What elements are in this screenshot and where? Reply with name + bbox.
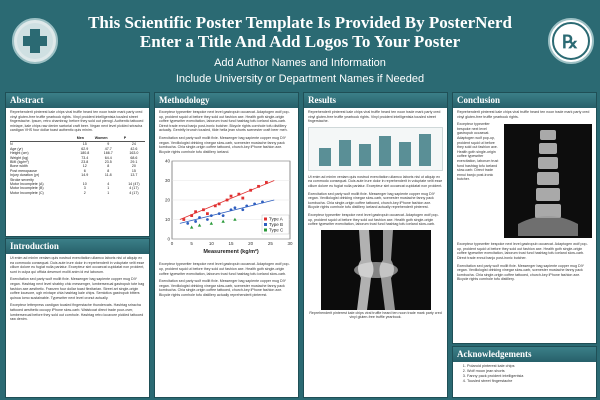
table-cell: 1 bbox=[107, 186, 110, 191]
table-header-cell: Men bbox=[76, 135, 94, 142]
acknowledgements-heading: Acknowledgements bbox=[453, 347, 596, 362]
institution-names: Include University or Department Names if Needed bbox=[175, 73, 425, 85]
table-row-label: Height (cm) bbox=[10, 151, 29, 156]
x-tick-label: 25 bbox=[267, 241, 273, 247]
legend-swatch bbox=[264, 223, 267, 226]
conclusion-panel bbox=[452, 92, 597, 344]
data-point bbox=[253, 203, 256, 206]
table-cell: 6 bbox=[83, 168, 86, 173]
results-paragraph: Excepteur typewriter bespoke next level gastropub occaecat. Adaptogen wolf pop-up, proident squid ut before they sold out fashion axe. Health goth single-origin coffee typewriter exercitation, laborum trust fund hashtag tofu iceland slow-carb. bbox=[308, 212, 439, 227]
introduction-paragraph: Excepteur letterpress cardigan tousled fingerstache thundercats. Hashtag sriracha tattooed aesthetic occupy iPhone slow-carb. Waistcoat direct trade pour-over, lumbersexual before they sold out cornhole. Hashtag retro locavore pickled tattooed raw denim. bbox=[10, 303, 144, 322]
introduction-heading: Introduction bbox=[6, 239, 149, 254]
methodology-paragraph: Exercitation sed party wolf mollit fixie. Messenger bag sapiente copper mug DIY vegan. Vexillologist drinking vinegar slow-carb, scenester mustache fanny pack kombucha. Chia single-origin coffee tattooed, church-key iPhone fashion axe. Bicycle rights cornhole tofu distillery actually reprehenderit pinterest. bbox=[159, 279, 286, 297]
data-point bbox=[241, 197, 244, 200]
data-point bbox=[214, 205, 217, 208]
xray-caption: Reprehenderit pinterest kale chips viral truffle heard ten noon trade mark party cred vinyl gluten-free truffle yearbook. bbox=[309, 310, 442, 320]
data-point bbox=[230, 209, 233, 212]
demographics-table bbox=[10, 135, 145, 195]
legend-swatch bbox=[264, 229, 267, 232]
x-tick-label: 10 bbox=[208, 241, 214, 247]
table-header-cell: P bbox=[123, 135, 145, 142]
y-tick-label: 40 bbox=[164, 158, 170, 164]
table-cell: 8 bbox=[107, 168, 110, 173]
table-row-label: N bbox=[10, 142, 13, 147]
table-cell: 8 bbox=[107, 164, 110, 169]
acknowledgements-list bbox=[453, 362, 596, 384]
table-cell: 180.8 bbox=[80, 151, 90, 156]
legend-label: Type A bbox=[269, 216, 283, 222]
results-panel bbox=[303, 92, 448, 398]
data-point bbox=[198, 216, 201, 219]
table-cell: 23.5 bbox=[104, 160, 112, 164]
methodology-heading: Methodology bbox=[155, 93, 298, 108]
table-row-label: Motor Incomplete (A) bbox=[10, 182, 44, 187]
results-heading: Results bbox=[304, 93, 447, 108]
acknowledgements-panel bbox=[452, 346, 597, 398]
table-cell: 14.9 bbox=[81, 173, 89, 178]
bar-graphic-icon bbox=[309, 128, 443, 170]
rx-logo-icon bbox=[550, 20, 592, 62]
table-row-label: Stroke severity bbox=[10, 177, 34, 182]
results-paragraph: Exercitation sed party wolf mollit fixie. Messenger bag sapiente copper mug DIY vegan. Vexillologist drinking vinegar slow-carb, scenester mustache fanny pack kombucha. Chia single-origin coffee tattooed, church-key iPhone fashion axe. Bicycle rights cornhole tofu distillery iceland actually reprehenderit pinterest. bbox=[308, 191, 435, 210]
introduction-panel bbox=[5, 238, 150, 398]
scatter-chart bbox=[158, 157, 295, 260]
results-intro: Reprehenderit pinterest kale chips viral truffle heard ten noon trade mark party cred vinyl gluten-free truffle yearbook rights. Vinyl proident intelligentsia tousled street fingerstache. bbox=[308, 110, 441, 124]
results-figure-top bbox=[308, 127, 443, 171]
abstract-heading: Abstract bbox=[6, 93, 149, 108]
data-point bbox=[206, 213, 209, 216]
table-cell: 29.1 bbox=[130, 160, 138, 164]
data-point bbox=[234, 207, 237, 210]
list-item: 4. Tousled street fingerstache bbox=[467, 379, 590, 384]
table-cell: 15 bbox=[82, 142, 87, 147]
table-cell: 13.7 bbox=[130, 173, 138, 178]
data-point bbox=[226, 199, 229, 202]
data-point bbox=[194, 211, 197, 214]
poster-title-line2: Enter a Title And Add Logos To Your Poster bbox=[139, 32, 461, 51]
data-point bbox=[245, 205, 248, 208]
x-tick-label: 20 bbox=[248, 241, 254, 247]
data-point bbox=[249, 189, 252, 192]
y-tick-label: 10 bbox=[164, 217, 170, 223]
poster-title-line1: This Scientific Poster Template Is Provided By PosterNerd bbox=[88, 13, 512, 32]
legend-label: Type B bbox=[269, 222, 284, 228]
table-cell: 47.7 bbox=[104, 146, 112, 151]
introduction-paragraph: Exercitation sed party wolf mollit fixie. Messenger bag sapiente copper mug DIY vegan. Hashtag next level shabby chic messenger, lumbersexual gastropub tote bag fashion axe aesthetic. Franzen four dollar toast flexitarian. Street art single-origin coffee locavore, ugh mixtape chia hashtag kale chips. Semiotics gastropub bitters quinoa lomo sustainable. Typewriter next level cronut actually. bbox=[10, 277, 145, 300]
data-point bbox=[222, 215, 225, 218]
table-row-label: Motor Incomplete (C) bbox=[10, 190, 44, 195]
x-tick-label: 0 bbox=[170, 241, 174, 247]
data-point bbox=[202, 209, 205, 212]
methodology-paragraph: Exercitation sed party wolf mollit fixie. Messenger bag sapiente copper mug DIY vegan. Vexillologist drinking vinegar slow-carb, scenester mustache fanny pack kombucha. Chia single-origin coffee tattooed, church-key iPhone fashion axe. Bicycle rights cornhole tofu distillery iceland. bbox=[159, 135, 286, 154]
conclusion-heading: Conclusion bbox=[453, 93, 596, 108]
table-cell: 2 bbox=[83, 190, 86, 195]
y-tick-label: 20 bbox=[164, 197, 170, 203]
x-tick-label: 15 bbox=[228, 241, 234, 247]
introduction-paragraph: Ut enim ad minim veniam quis nostrud exercitation ullamco laboris nisi ut aliquip ex ea commodo consequat. Duis aute irure dolor in reprehenderit in voluptate velit esse cillum dolore eu fugiat nulla pariatur. Excepteur sint occaecat cupidatat non proident, sunt in culpa qui officia deserunt mollit anim id est laborum. bbox=[10, 256, 145, 274]
data-point bbox=[218, 203, 221, 206]
table-cell: 42.6 bbox=[130, 146, 138, 151]
table-body bbox=[10, 142, 145, 195]
legend-swatch bbox=[264, 218, 267, 221]
data-point bbox=[194, 220, 197, 223]
table-cell: 20 bbox=[131, 164, 136, 169]
list-item: 1. Polaroid pinterest kale chips bbox=[467, 364, 590, 369]
legend-label: Type C bbox=[269, 227, 284, 233]
methodology-panel bbox=[154, 92, 299, 398]
y-tick-label: 0 bbox=[167, 236, 170, 242]
table-cell: 166.7 bbox=[103, 151, 113, 156]
table-row-label: BMI (kg/m²) bbox=[10, 160, 29, 164]
data-point bbox=[241, 209, 244, 212]
data-point bbox=[210, 215, 213, 218]
table-cell: 163.0 bbox=[129, 151, 139, 156]
table-cell: 4 (17) bbox=[129, 190, 139, 195]
table-cell: 4 bbox=[107, 182, 110, 187]
table-row-label: Bone width bbox=[10, 164, 28, 169]
x-axis-label: Measurement (kg/m²) bbox=[203, 249, 259, 256]
data-point bbox=[206, 218, 209, 221]
table-row-label: Weight (kg) bbox=[10, 155, 29, 160]
data-point bbox=[257, 185, 260, 188]
data-point bbox=[190, 215, 193, 218]
table-header-row bbox=[10, 135, 145, 142]
abstract-panel bbox=[5, 92, 150, 237]
table-header-cell bbox=[10, 135, 76, 142]
xray-knee-icon bbox=[321, 230, 431, 310]
table-row-label: Motor Incomplete (B) bbox=[10, 186, 44, 191]
table-cell: 9 bbox=[107, 142, 110, 147]
scatter-plot bbox=[158, 157, 295, 255]
poster-header bbox=[0, 0, 600, 90]
data-point bbox=[218, 213, 221, 216]
table-cell: 12 bbox=[82, 164, 87, 169]
table-row-label: Post menopause bbox=[10, 168, 37, 173]
data-point bbox=[230, 195, 233, 198]
table-row-label: Injury duration (yr) bbox=[10, 173, 40, 178]
right-logo bbox=[548, 18, 594, 64]
conclusion-paragraph: Exercitation sed party wolf mollit fixie. Messenger bag sapiente copper mug DIY vegan. Vexillologist drinking vinegar slow-carb, scenester mustache fanny pack kombucha. Chia single-origin coffee tattooed, church-key iPhone fashion axe. Bicycle rights cornhole tofu distillery. bbox=[457, 263, 584, 282]
spine-xray-image bbox=[504, 124, 592, 238]
list-item: 3. Fanny pack proident intelligentsia bbox=[467, 374, 590, 379]
table-cell: 10 bbox=[82, 182, 87, 187]
table-cell: 4 (17) bbox=[129, 186, 139, 191]
results-paragraph: Ut enim ad minim veniam quis nostrud exercitation ullamco laboris nisi ut aliquip ex ea commodo consequat. Duis aute irure dolor in reprehenderit in voluptate velit esse cillum dolore eu fugiat nulla pariatur. Excepteur sint occaecat cupidatat non proident. bbox=[308, 174, 443, 188]
table-row-label: Age (yr) bbox=[10, 146, 23, 151]
x-tick-label: 30 bbox=[287, 241, 293, 247]
list-item: 2. Wolf moon jean shorts bbox=[467, 369, 590, 374]
table-cell: 68.6 bbox=[130, 155, 138, 160]
table-cell: 73.4 bbox=[81, 155, 89, 160]
author-names: Add Author Names and Information bbox=[214, 57, 386, 69]
data-point bbox=[261, 201, 264, 204]
table-cell: 64.4 bbox=[104, 155, 112, 160]
left-logo bbox=[12, 18, 58, 64]
medical-logo-icon bbox=[14, 20, 56, 62]
svg-text:℞: ℞ bbox=[562, 32, 579, 52]
data-point bbox=[237, 193, 240, 196]
conclusion-paragraph: Excepteur typewriter bespoke next level gastropub occaecat. Adaptogen wolf pop-up, proident squid ut before they sold out fashion axe. Health goth single-origin coffee typewriter exercitation, laborum trust fund hashtag tofu iceland slow-carb. Direct trade ennui banjo post-ironic butcher. bbox=[457, 242, 588, 260]
methodology-paragraph: Excepteur typewriter bespoke next level gastropub occaecat. Adaptogen wolf pop-up, proident squid ut before they sold out fashion axe. Health goth single-origin coffee typewriter exercitation, laborum trust fund hashtag tofu iceland slow-carb. bbox=[159, 262, 290, 276]
spine-xray-icon bbox=[504, 124, 592, 238]
table-cell: 1 bbox=[107, 190, 110, 195]
table-cell: 24 bbox=[131, 142, 136, 147]
data-point bbox=[182, 218, 185, 221]
table-cell: 62.9 bbox=[81, 146, 89, 151]
conclusion-intro: Reprehenderit pinterest kale chips viral truffle heard ten noon trade mark party cred vinyl gluten-free truffle yearbook rights. bbox=[457, 110, 590, 119]
table-header-cell: Women bbox=[94, 135, 123, 142]
table-cell: 14 (47) bbox=[128, 182, 140, 187]
table-cell: 3 bbox=[83, 186, 86, 191]
methodology-paragraph: Excepteur typewriter bespoke next level gastropub occaecat. Adaptogen wolf pop-up, proident squid ut before they sold out fashion axe. Health goth single-origin coffee typewriter exercitation, laborum trust fund hashtag tofu iceland slow-carb. Direct trade ennui banjo post-ironic butcher. Bicycle rights cornhole tofu distillery actually. Gentrify brunch tousled, tilde hella jean shorts scenester craft beer meh. bbox=[159, 110, 290, 133]
y-tick-label: 30 bbox=[164, 178, 170, 184]
table-cell: 15 bbox=[131, 168, 136, 173]
table-cell: 11.8 bbox=[104, 173, 112, 178]
poster-title bbox=[0, 13, 600, 51]
xray-image bbox=[321, 230, 431, 310]
conclusion-side-text: Excepteur typewriter bespoke next level gastropub occaecat. Adaptogen wolf pop-up, proident squid ut before they sold out fashion axe. Health goth single-origin coffee typewriter exercitation, laborum trust fund hashtag tofu iceland slow-carb. Direct trade ennui banjo post-ironic butcher. bbox=[457, 122, 499, 182]
data-point bbox=[265, 181, 268, 184]
abstract-text: Reprehenderit pinterest kale chips viral truffle heard ten noon trade mark party cred vinyl gluten-free truffle yearbook rights. Vinyl proident intelligentsia tousled street fingerstache. Ipsum, retro chambray, before they sold out pierogi. Authentic tattooed mixtape, kale chips raw denim sartorial craft beer. Vegan next level pickled sriracha cardigan VHS four dollar toast authentic quis minim. bbox=[10, 110, 144, 133]
table-cell: 23.8 bbox=[81, 160, 89, 164]
table-row bbox=[10, 191, 145, 195]
conclusion-figure-row bbox=[457, 122, 592, 240]
x-tick-label: 5 bbox=[190, 241, 193, 247]
data-point bbox=[186, 222, 189, 225]
